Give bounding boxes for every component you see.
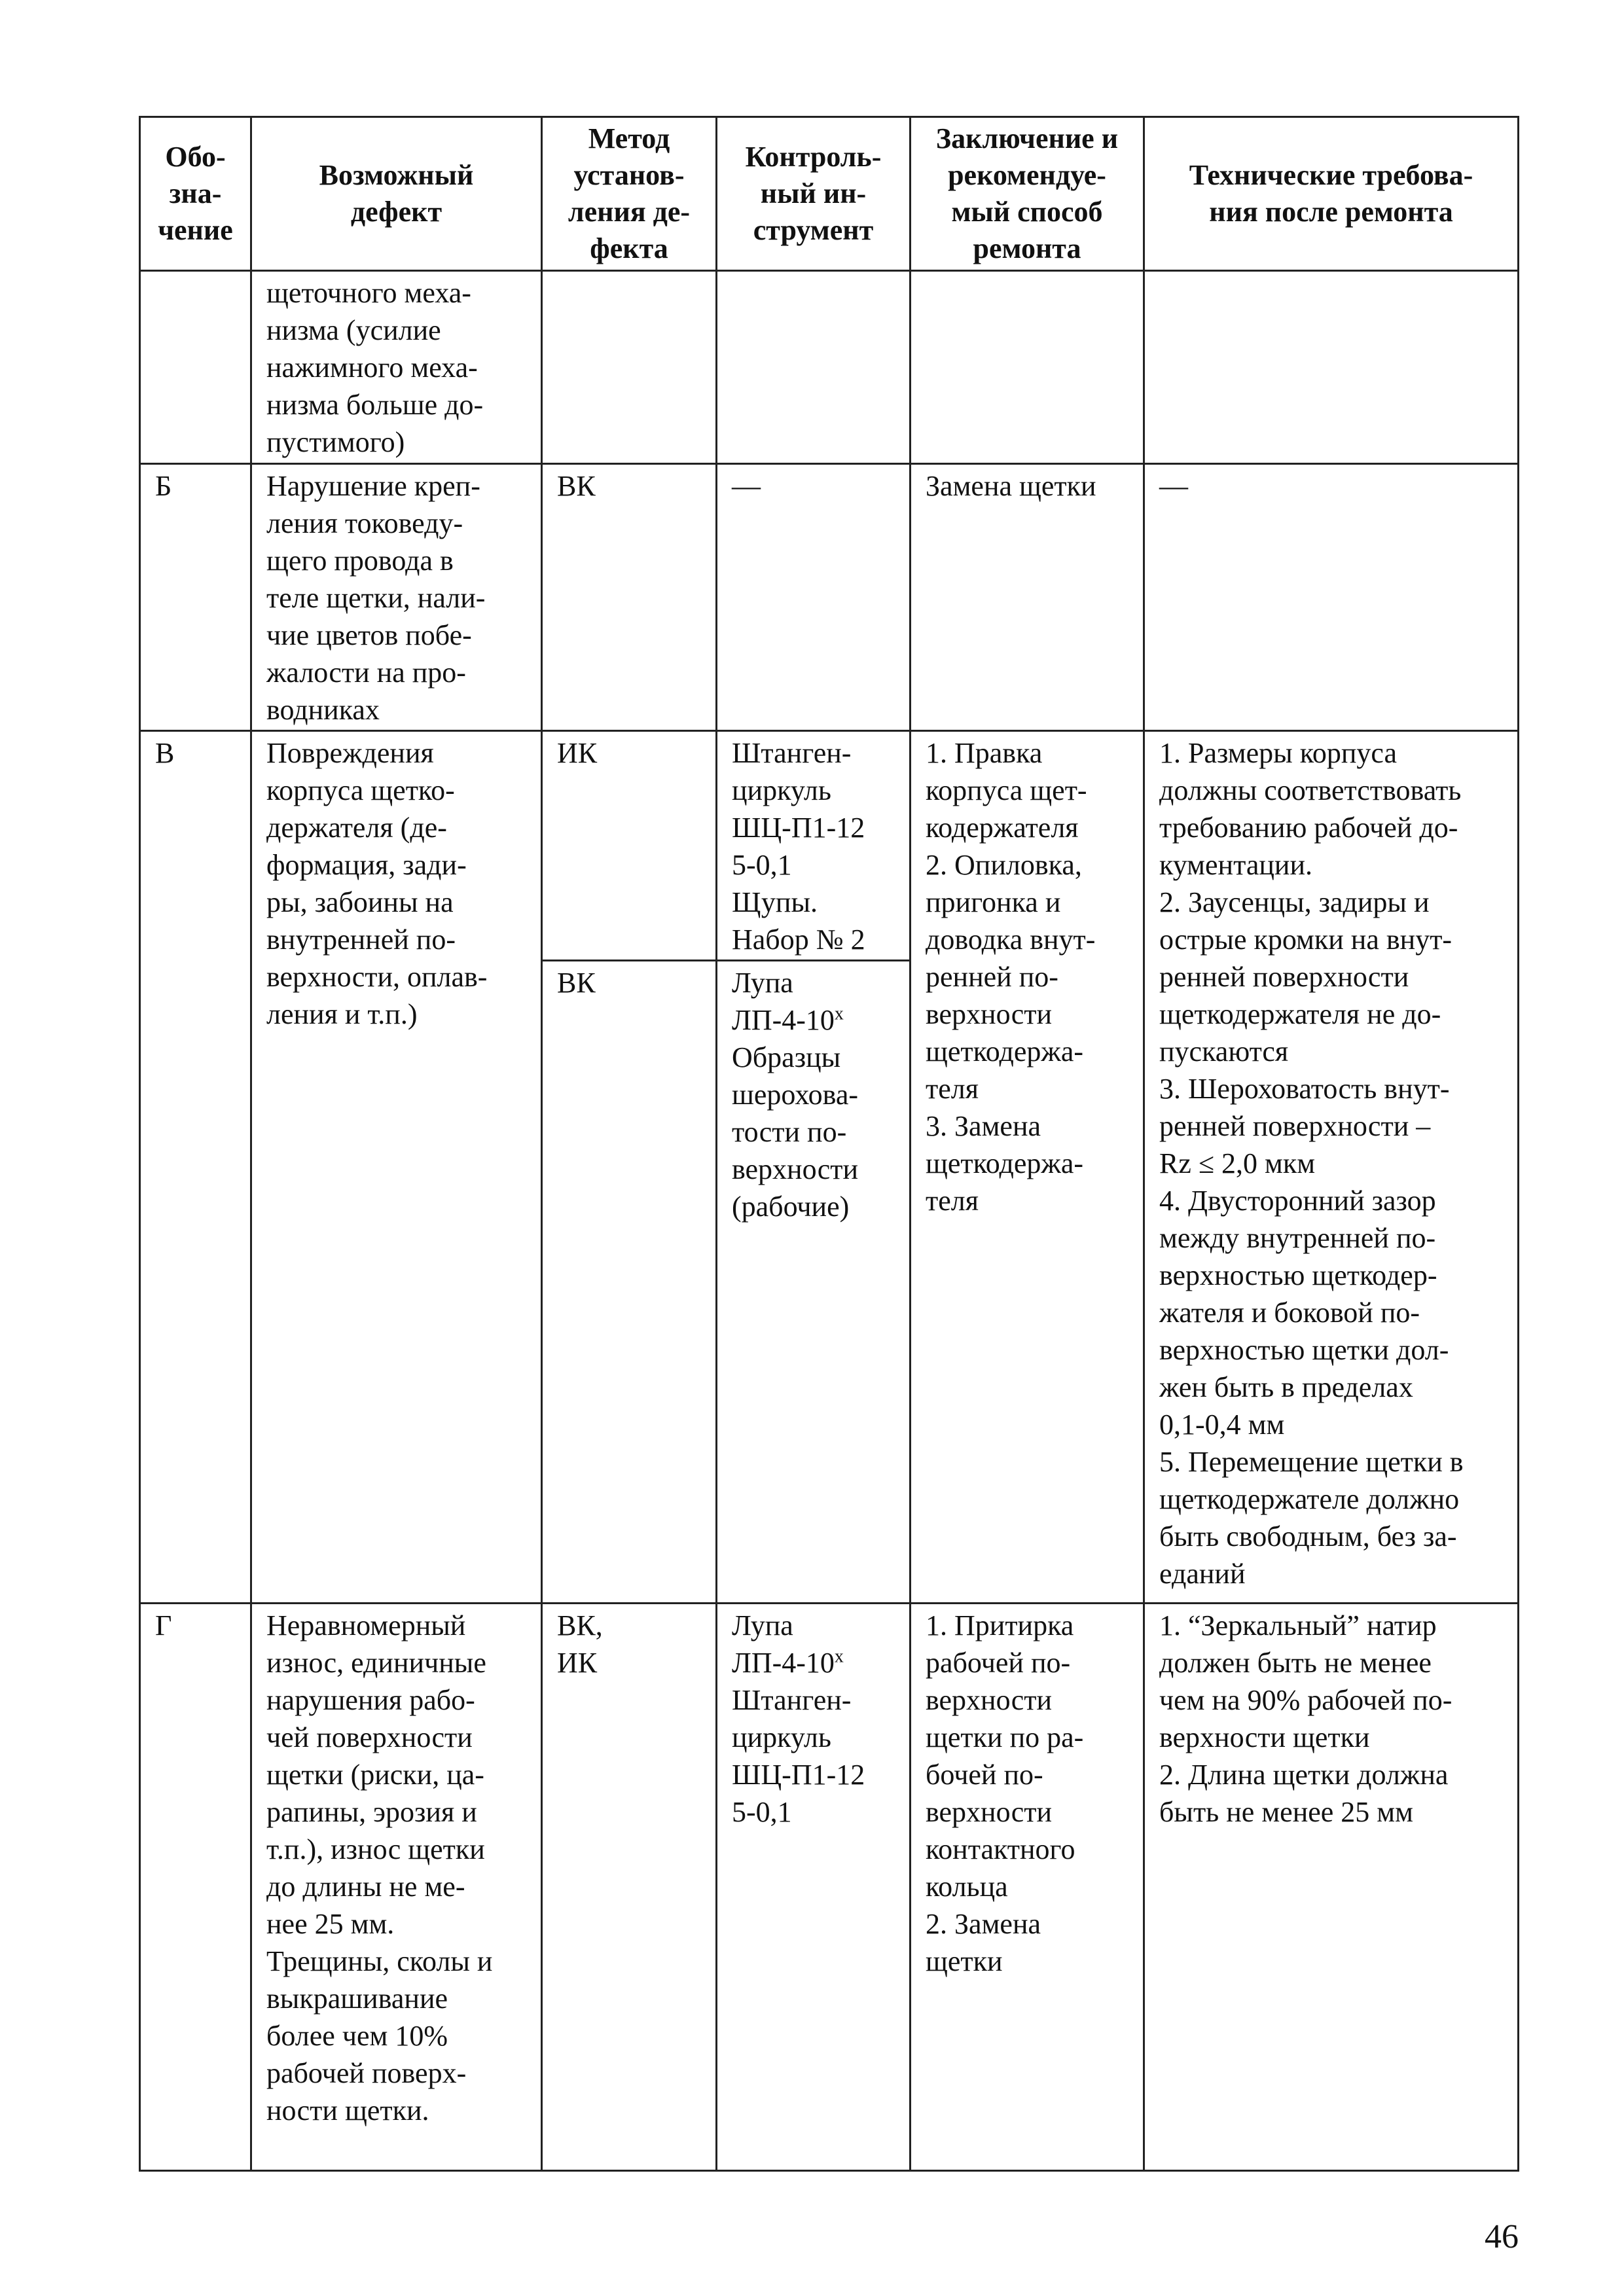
cell-method: ВК bbox=[542, 961, 717, 1604]
header-requirements: Технические требова- ния после ремонта bbox=[1144, 117, 1519, 271]
cell-method: ИК bbox=[542, 731, 717, 961]
header-defect: Возможный дефект bbox=[251, 117, 542, 271]
defects-table bbox=[139, 116, 1519, 2172]
cell-method bbox=[542, 271, 717, 464]
cell-tool: Штанген- циркуль ШЦ-П1-12 5-0,1 Щупы. Набор № 2 bbox=[717, 731, 911, 961]
cell-requirements: 1. “Зеркальный” натир должен быть не менее чем на 90% рабочей по- верхности щетки 2. Длина щетки должна быть не менее 25 мм bbox=[1144, 1604, 1519, 2171]
table-row-b bbox=[140, 464, 1519, 731]
header-repair: Заключение и рекомендуе- мый способ ремонта bbox=[911, 117, 1144, 271]
lupa-model: $ЛП-4-10^х$ bbox=[732, 1003, 844, 1036]
cell-repair: 1. Притирка рабочей по- верхности щетки по ра- бочей по- верхности контактного кольца 2. Замена щетки bbox=[911, 1604, 1144, 2171]
cell-requirements bbox=[1144, 271, 1519, 464]
table-row-v bbox=[140, 731, 1519, 961]
cell-code: Г bbox=[140, 1604, 251, 2171]
cell-requirements: 1. Размеры корпуса должны соответствовать требованию рабочей до- кументации. 2. Заусенцы, задиры и острые кромки на внут- ренней поверхности щеткодержателя не до- пускаются 3. Шероховатость внут- ренней поверхности – Rz ≤ 2,0 мкм 4. Двусторонний зазор между внутренней по- верхностью щеткодер- жателя и боковой по- верхностью щетки дол- жен быть в пределах 0,1-0,4 мм 5. Перемещение щетки в щеткодержателе должно быть свободным, без за- еданий bbox=[1144, 731, 1519, 1604]
cell-defect: щеточного меха- низма (усилие нажимного меха- низма больше до- пустимого) bbox=[251, 271, 542, 464]
header-tool: Контроль- ный ин- струмент bbox=[717, 117, 911, 271]
cell-tool: Лупа $ЛП-4-10^х$ Образцы шерохова- тости по- верхности (рабочие) bbox=[717, 961, 911, 1604]
cell-method: ВК, ИК bbox=[542, 1604, 717, 2171]
cell-repair: Замена щетки bbox=[911, 464, 1144, 731]
table-row-g bbox=[140, 1604, 1519, 2171]
cell-code: В bbox=[140, 731, 251, 1604]
header-row bbox=[140, 117, 1519, 271]
cell-code: Б bbox=[140, 464, 251, 731]
cell-tool: Лупа $ЛП-4-10^х$ Штанген- циркуль ШЦ-П1-12 5-0,1 bbox=[717, 1604, 911, 2171]
cell-repair bbox=[911, 271, 1144, 464]
table-row bbox=[140, 271, 1519, 464]
cell-repair: 1. Правка корпуса щет- кодержателя 2. Опиловка, пригонка и доводка внут- ренней по- верхности щеткодержа- теля 3. Замена щеткодержа- теля bbox=[911, 731, 1144, 1604]
cell-defect: Повреждения корпуса щетко- держателя (де- формация, зади- ры, забоины на внутренней по- верхности, оплав- ления и т.п.) bbox=[251, 731, 542, 1604]
lupa-model: $ЛП-4-10^х$ bbox=[732, 1646, 844, 1679]
cell-tool: — bbox=[717, 464, 911, 731]
cell-defect: Нарушение креп- ления токоведу- щего провода в теле щетки, нали- чие цветов побе- жалости на про- водниках bbox=[251, 464, 542, 731]
page-number: 46 bbox=[1485, 2218, 1519, 2255]
cell-requirements: — bbox=[1144, 464, 1519, 731]
cell-defect: Неравномерный износ, единичные нарушения рабо- чей поверхности щетки (риски, ца- рапины, эрозия и т.п.), износ щетки до длины не ме- нее 25 мм. Трещины, сколы и выкрашивание более чем 10% рабочей поверх- ности щетки. bbox=[251, 1604, 542, 2171]
cell-tool bbox=[717, 271, 911, 464]
header-method: Метод установ- ления де- фекта bbox=[542, 117, 717, 271]
header-code: Обо- зна- чение bbox=[140, 117, 251, 271]
cell-method: ВК bbox=[542, 464, 717, 731]
cell-code bbox=[140, 271, 251, 464]
